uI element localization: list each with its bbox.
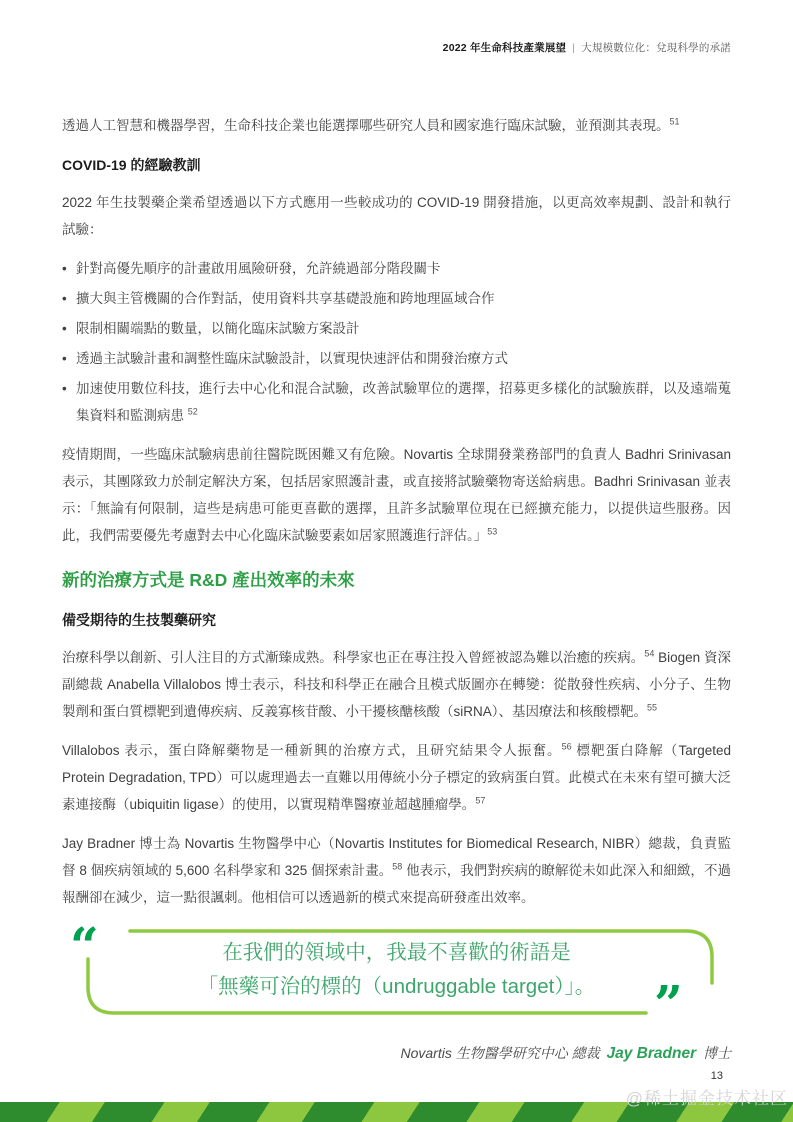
heading-biotech-research: 備受期待的生技製藥研究 [62, 612, 216, 628]
quote-line-1: 在我們的領域中，我最不喜歡的術語是 [222, 941, 571, 964]
bullet-marker: • [62, 351, 67, 366]
chapter-title: 大規模數位化：兌現科學的承諾 [581, 42, 731, 54]
footnote-ref: 58 [392, 861, 403, 872]
quote-attribution [62, 1043, 731, 1063]
heading-covid-lessons: COVID-19 的經驗教訓 [62, 157, 201, 173]
attribution-degree: 博士 [703, 1045, 731, 1061]
bullet-item [62, 345, 731, 372]
footnote-ref: 52 [187, 406, 198, 417]
close-quote-icon: ” [654, 974, 683, 1033]
attribution-role: Novartis 生物醫學研究中心 總裁 [400, 1045, 600, 1061]
bullet-item [62, 315, 731, 342]
watermark: @稀土掘金技术社区 [625, 1089, 788, 1108]
footnote-ref: 51 [669, 116, 680, 127]
pull-quote [62, 916, 731, 1033]
footnote-ref: 56 [561, 741, 572, 752]
paragraph-pandemic: 疫情期間，一些臨床試驗病患前往醫院既困難又有危險。Novartis 全球開發業務部門的負責人 Badhri Srinivasan 表示，其團隊致力於制定解決方案，包括居家照護計畫，或直接將試驗藥物寄送給病患。Badhri Srinivasan 並表示：「無論有何限制，這些是病患可能更喜歡的選擇，且許多試驗單位現在已經擴充能力，以提供這些服務。因此，我們需要優先考慮對去中心化臨床試驗要素如居家照護進行評估。」$^{53}$ [62, 447, 731, 543]
bullet-text: 限制相關端點的數量，以簡化臨床試驗方案設計 [76, 321, 360, 336]
paragraph-bradner: Jay Bradner 博士為 Novartis 生物醫學中心（Novartis Institutes for Biomedical Research, NIBR）總裁，負責監督 8 個疾病領域的 5,600 名科學家和 325 個探索計畫。$^{58}$ 他表示，我們對疾病的瞭解從未如此深入和細緻，不過報酬卻在減少，這一點很諷刺。他相信可以透過新的模式來提高研發產出效率。 [62, 836, 732, 905]
bullet-text: 透過主試驗計畫和調整性臨床試驗設計，以實現快速評估和開發治療方式 [76, 351, 508, 366]
heading-new-therapy: 新的治療方式是 R&D 產出效率的未來 [62, 570, 355, 590]
page-content [62, 112, 731, 1063]
open-quote-icon: “ [70, 916, 99, 975]
bullet-item [62, 375, 731, 429]
page-header [443, 40, 731, 55]
quote-line-2: 「無藥可治的標的（undruggable target）」。 [197, 975, 596, 998]
bullet-text: 擴大與主管機關的合作對話，使用資料共享基礎設施和跨地理區域合作 [76, 291, 495, 306]
report-title: 2022 年生命科技產業展望 [442, 42, 567, 54]
bullet-text: 針對高優先順序的計畫啟用風險研發，允許繞過部分階段關卡 [76, 261, 441, 276]
header-separator: | [572, 42, 576, 54]
bullet-marker: • [62, 321, 67, 336]
paragraph-therapeutic-science: 治療科學以創新、引人注目的方式漸臻成熟。科學家也正在專注投入曾經被認為難以治癒的疾病。$^{54}$ Biogen 資深副總裁 Anabella Villalobos 博士表示，科技和科學正在融合且模式版圖亦在轉變：從散發性疾病、小分子、生物製劑和蛋白質標靶到遺傳疾病、反義寡核苷酸、小干擾核醣核酸（siRNA）、基因療法和核酸標靶。$^{55}$ [62, 648, 731, 719]
page-number: 13 [710, 1070, 723, 1082]
paragraph-villalobos: Villalobos 表示，蛋白降解藥物是一種新興的治療方式，且研究結果令人振奮。$^{56}$ 標靶蛋白降解（Targeted Protein Degradation, TPD）可以處理過去一直難以用傳統小分子標定的致病蛋白質。此模式在未來有望可擴大泛素連接酶（ubiquitin ligase）的使用，以實現精準醫療並超越腫瘤學。$^{57}$ [62, 741, 731, 812]
footnote-ref: 54 [644, 648, 655, 659]
attribution-name: Jay Bradner [606, 1045, 697, 1062]
bullet-marker: • [62, 381, 67, 396]
footnote-ref: 53 [487, 526, 498, 537]
bullet-item [62, 255, 731, 282]
bullet-list [62, 255, 731, 429]
quote-text [102, 936, 691, 1004]
paragraph-covid-measures: 2022 年生技製藥企業希望透過以下方式應用一些較成功的 COVID-19 開發措施，以更高效率規劃、設計和執行試驗： [62, 195, 731, 237]
bullet-text: 加速使用數位科技，進行去中心化和混合試驗，改善試驗單位的選擇，招募更多樣化的試驗族群，以及遠端蒐集資料和監測病患 $^{52}$ [76, 381, 731, 423]
footnote-ref: 55 [647, 702, 658, 713]
paragraph-intro: 透過人工智慧和機器學習，生命科技企業也能選擇哪些研究人員和國家進行臨床試驗，並預測其表現。$^{51}$ [62, 116, 680, 133]
bullet-marker: • [62, 291, 67, 306]
footnote-ref: 57 [475, 795, 486, 806]
bullet-marker: • [62, 261, 67, 276]
bullet-item [62, 285, 731, 312]
